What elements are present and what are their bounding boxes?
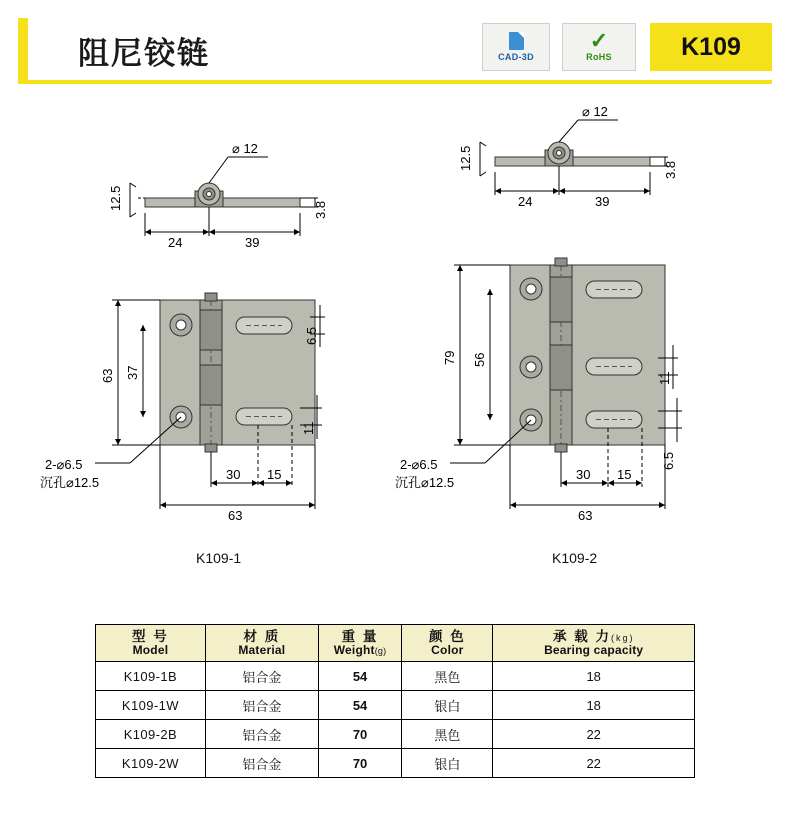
page-header (0, 18, 790, 80)
cell-capacity: 22 (493, 749, 695, 778)
th-color (402, 625, 493, 662)
cad-3d-badge[interactable] (482, 23, 550, 71)
th-weight-cn: 重 量 (341, 628, 379, 644)
svg-text:12.5: 12.5 (108, 185, 123, 211)
table-row (96, 662, 695, 691)
cell-color: 黑色 (402, 662, 493, 691)
svg-text:39: 39 (595, 194, 610, 209)
svg-text:37: 37 (125, 365, 140, 380)
cell-model: K109-2B (96, 720, 206, 749)
svg-text:12.5: 12.5 (458, 145, 473, 171)
cell-model: K109-1W (96, 691, 206, 720)
svg-text:24: 24 (168, 235, 183, 250)
cell-capacity: 22 (493, 720, 695, 749)
svg-text:6.5: 6.5 (661, 451, 676, 470)
th-capacity-unit: (kg) (610, 632, 635, 643)
rohs-badge[interactable] (562, 23, 636, 71)
svg-text:⌀ 12: ⌀ 12 (232, 141, 258, 156)
th-weight (318, 625, 402, 662)
svg-text:30: 30 (576, 467, 591, 482)
cad-3d-badge-label: CAD-3D (498, 52, 534, 62)
th-model-cn: 型 号 (132, 628, 169, 644)
svg-text:⌀ 12: ⌀ 12 (582, 104, 608, 119)
cell-model: K109-2W (96, 749, 206, 778)
svg-text:24: 24 (518, 194, 533, 209)
drawing-k109-2 (390, 95, 790, 565)
svg-text:2-⌀6.5: 2-⌀6.5 (400, 457, 438, 472)
cell-capacity: 18 (493, 662, 695, 691)
table-row (96, 720, 695, 749)
caption-k109-2: K109-2 (552, 550, 598, 566)
cell-weight: 54 (318, 662, 402, 691)
table-row (96, 691, 695, 720)
spec-table-wrapper (95, 624, 695, 778)
cell-color: 银白 (402, 749, 493, 778)
check-icon: ✓ (589, 28, 609, 53)
spec-table (95, 624, 695, 778)
th-model (96, 625, 206, 662)
svg-text:30: 30 (226, 467, 241, 482)
svg-text:沉孔⌀12.5: 沉孔⌀12.5 (395, 475, 455, 490)
product-code-box (650, 23, 772, 71)
svg-text:15: 15 (617, 467, 632, 482)
product-code: K109 (681, 32, 741, 61)
header-accent-bar (18, 18, 28, 80)
svg-text:63: 63 (228, 508, 243, 523)
svg-text:79: 79 (442, 350, 457, 365)
svg-text:15: 15 (267, 467, 282, 482)
th-material-cn: 材 质 (243, 628, 281, 644)
header-underline (18, 80, 772, 84)
cell-color: 黑色 (402, 720, 493, 749)
svg-text:11: 11 (657, 371, 672, 385)
cell-material: 铝合金 (205, 662, 318, 691)
drawing-area (0, 95, 790, 585)
svg-text:56: 56 (472, 352, 487, 367)
svg-text:沉孔⌀12.5: 沉孔⌀12.5 (40, 475, 100, 490)
svg-text:63: 63 (100, 368, 115, 383)
table-header-row (96, 625, 695, 662)
rohs-badge-label: RoHS (586, 52, 612, 62)
th-weight-unit: (g) (374, 645, 387, 656)
svg-text:11: 11 (301, 421, 316, 435)
th-material-en: Material (238, 642, 286, 657)
cell-weight: 54 (318, 691, 402, 720)
cell-material: 铝合金 (205, 691, 318, 720)
svg-text:3.8: 3.8 (663, 160, 678, 179)
th-color-cn: 颜 色 (428, 628, 466, 644)
th-model-en: Model (132, 642, 169, 657)
th-capacity-en: Bearing capacity (544, 642, 644, 657)
cell-material: 铝合金 (205, 720, 318, 749)
cell-model: K109-1B (96, 662, 206, 691)
svg-text:6.5: 6.5 (304, 326, 319, 345)
th-color-en: Color (431, 642, 464, 657)
cell-material: 铝合金 (205, 749, 318, 778)
svg-text:2-⌀6.5: 2-⌀6.5 (45, 457, 83, 472)
caption-k109-1: K109-1 (196, 550, 242, 566)
svg-text:39: 39 (245, 235, 260, 250)
cell-weight: 70 (318, 720, 402, 749)
th-material (205, 625, 318, 662)
drawing-k109-1 (0, 95, 400, 565)
svg-text:3.8: 3.8 (313, 200, 328, 219)
page-title: 阻尼铰链 (78, 36, 210, 71)
th-capacity (493, 625, 695, 662)
svg-text:63: 63 (578, 508, 593, 523)
th-capacity-cn: 承 载 力(kg) (552, 628, 635, 644)
cell-weight: 70 (318, 749, 402, 778)
th-weight-en: Weight(g) (333, 642, 387, 657)
cad-file-icon (509, 32, 524, 50)
table-row (96, 749, 695, 778)
cell-color: 银白 (402, 691, 493, 720)
cell-capacity: 18 (493, 691, 695, 720)
